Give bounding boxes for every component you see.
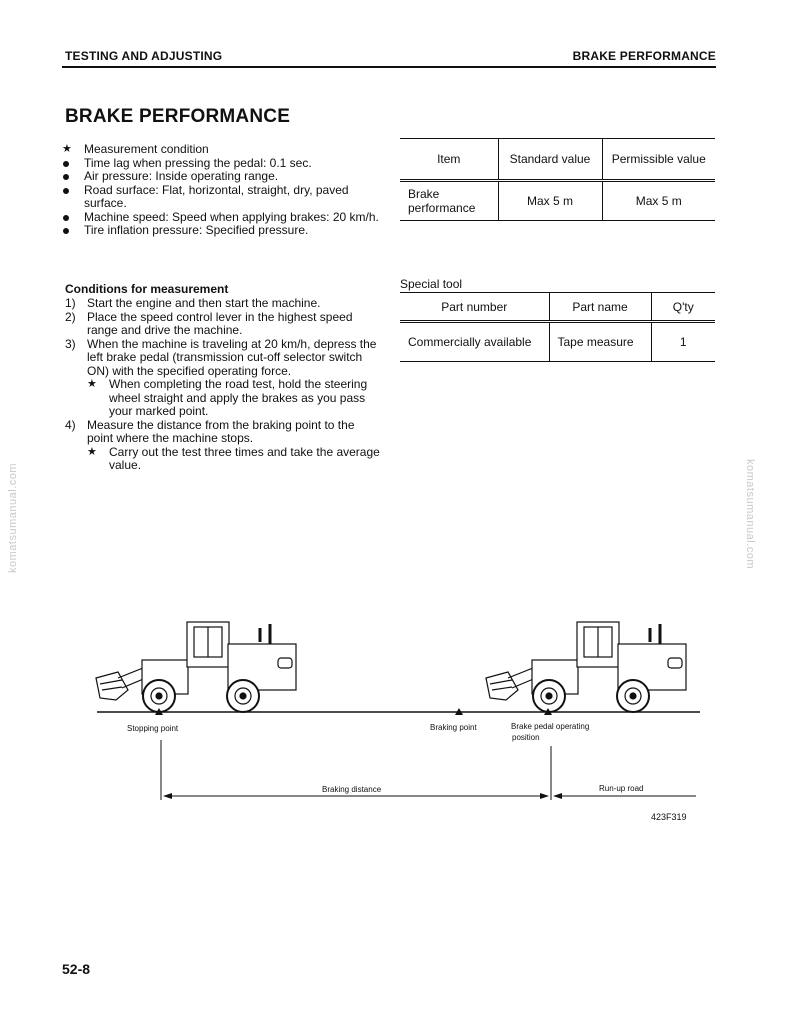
braking-distance-label: Braking distance bbox=[322, 785, 382, 794]
page-number: 52-8 bbox=[62, 961, 91, 977]
bullet-icon bbox=[63, 228, 69, 234]
spec-cell-permissible: Max 5 m bbox=[635, 194, 682, 208]
braking-point-label: Braking point bbox=[430, 723, 477, 732]
wheel-loader-icon-left bbox=[96, 622, 296, 712]
tool-cell-part-number: Commercially available bbox=[400, 322, 549, 362]
star-icon: ★ bbox=[62, 143, 72, 155]
tool-header-qty: Q'ty bbox=[651, 293, 715, 322]
step-note: ★ Carry out the test three times and take the average value. bbox=[87, 444, 380, 472]
header-section-title: TESTING AND ADJUSTING bbox=[65, 49, 223, 63]
braking-test-diagram bbox=[60, 600, 720, 810]
watermark-left: komatsumanual.com bbox=[7, 463, 19, 573]
page-title: BRAKE PERFORMANCE bbox=[65, 106, 291, 127]
step-item: 2) Place the speed control lever in the highest speed range and drive the machine. bbox=[65, 309, 353, 337]
watermark-right: komatsumanual.com bbox=[744, 459, 756, 569]
step-item: 4) Measure the distance from the braking point to the point where the machine stops. ★ Carry out the test three times and take the average value. bbox=[65, 417, 380, 472]
arrow-right-icon bbox=[540, 793, 549, 799]
conditions-heading: Conditions for measurement bbox=[65, 282, 229, 296]
bullet-icon bbox=[63, 215, 69, 221]
spec-cell-standard: Max 5 m bbox=[498, 181, 602, 221]
wheel-loader-icon-right bbox=[486, 622, 686, 712]
spec-table bbox=[400, 138, 715, 221]
list-item: Road surface: Flat, horizontal, straight, dry, paved surface. bbox=[62, 184, 380, 211]
header-rule bbox=[62, 66, 716, 68]
header-topic-title: BRAKE PERFORMANCE bbox=[572, 49, 716, 63]
star-icon: ★ bbox=[87, 378, 97, 390]
step-note: ★ When completing the road test, hold the steering wheel straight and apply the brakes as you pass your marked point. bbox=[87, 377, 368, 418]
spec-header-permissible: Permissible value bbox=[602, 139, 715, 181]
brake-pedal-label-line2: position bbox=[512, 733, 540, 742]
spec-header-standard: Standard value bbox=[498, 139, 602, 181]
arrow-left-icon bbox=[553, 793, 562, 799]
measurement-condition-list bbox=[62, 143, 380, 238]
figure-code: 423F319 bbox=[651, 812, 687, 822]
bullet-icon bbox=[63, 188, 69, 194]
spec-header-item: Item bbox=[400, 139, 498, 181]
spec-cell-item: Brake performance bbox=[400, 181, 498, 221]
star-icon: ★ bbox=[87, 445, 97, 458]
special-tool-table bbox=[400, 292, 715, 362]
run-up-road-label: Run-up road bbox=[599, 784, 644, 793]
arrow-left-icon bbox=[163, 793, 172, 799]
step-item: 1) Start the engine and then start the machine. bbox=[65, 296, 321, 310]
special-tool-caption: Special tool bbox=[400, 277, 463, 291]
stopping-point-label: Stopping point bbox=[127, 724, 179, 733]
table-row bbox=[400, 181, 715, 221]
list-item: Time lag when pressing the pedal: 0.1 sec. bbox=[62, 157, 380, 171]
step-item: 3) When the machine is traveling at 20 km/h, depress the left brake pedal (transmission cut-off selector switch ON) with the specified operating force. ★ When completing the road test, hold the steering wheel straight and apply the brakes as you pass your marked point. bbox=[65, 338, 380, 419]
tool-cell-qty: 1 bbox=[679, 335, 687, 349]
tool-cell-part-name: Tape measure bbox=[549, 322, 651, 362]
table-row bbox=[400, 322, 715, 362]
list-item: Machine speed: Speed when applying brakes: 20 km/h. bbox=[62, 211, 380, 225]
conditions-steps bbox=[65, 297, 380, 473]
list-item: Tire inflation pressure: Specified pressure. bbox=[62, 224, 380, 238]
tool-header-part-name: Part name bbox=[549, 293, 651, 322]
bullet-icon bbox=[63, 161, 69, 167]
brake-pedal-label-line1: Brake pedal operating bbox=[511, 722, 590, 731]
list-item: Air pressure: Inside operating range. bbox=[62, 170, 380, 184]
tool-header-part-number: Part number bbox=[400, 293, 549, 322]
list-item: ★ Measurement condition bbox=[62, 142, 209, 156]
bullet-icon bbox=[63, 174, 69, 180]
